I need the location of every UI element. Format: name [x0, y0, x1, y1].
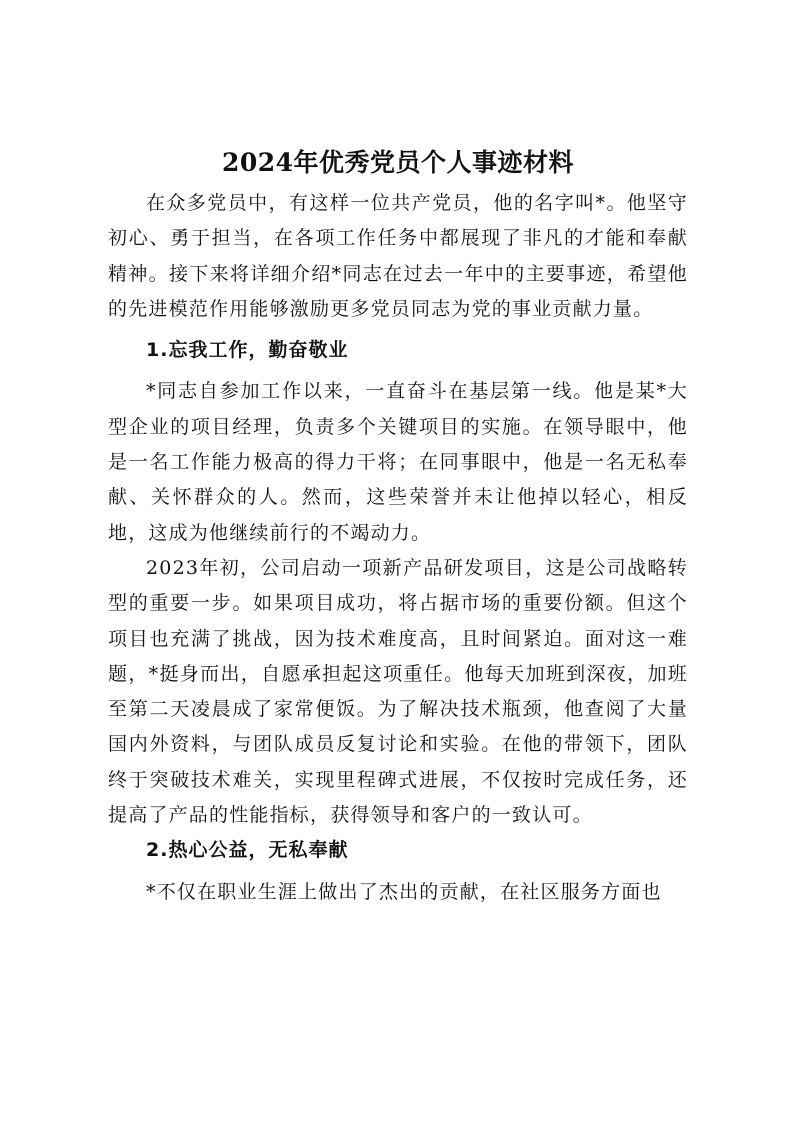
section-heading-2: 2.热心公益，无私奉献 [146, 839, 349, 862]
section-heading-1: 1.忘我工作，勤奋敬业 [146, 339, 349, 362]
section2-paragraph-1: *不仅在职业生涯上做出了杰出的贡献，在社区服务方面也 [146, 880, 662, 903]
document-title: 2024年优秀党员个人事迹材料 [221, 148, 575, 177]
intro-paragraph: 在众多党员中，有这样一位共产党员，他的名字叫*。他坚守初心、勇于担当，在各项工作任务中都展现了非凡的才能和奉献精神。接下来将详细介绍*同志在过去一年中的主要事迹，希望他的先进模范作用能够激励更多党员同志为党的事业贡献力量。 [108, 192, 688, 320]
document-body [108, 140, 688, 910]
section1-paragraph-2: 2023年初，公司启动一项新产品研发项目，这是公司战略转型的重要一步。如果项目成功，将占据市场的重要份额。但这个项目也充满了挑战，因为技术难度高，且时间紧迫。面对这一难题，*挺身而出，自愿承担起这项重任。他每天加班到深夜，加班至第二天凌晨成了家常便饭。为了解决技术瓶颈，他查阅了大量国内外资料，与团队成员反复讨论和实验。在他的带领下，团队终于突破技术难关，实现里程碑式进展，不仅按时完成任务，还提高了产品的性能指标，获得领导和客户的一致认可。 [108, 556, 688, 827]
section1-paragraph-1: *同志自参加工作以来，一直奋斗在基层第一线。他是某*大型企业的项目经理，负责多个关键项目的实施。在领导眼中，他是一名工作能力极高的得力干将；在同事眼中，他是一名无私奉献、关怀群众的人。然而，这些荣誉并未让他掉以轻心，相反地，这成为他继续前行的不竭动力。 [108, 380, 688, 544]
